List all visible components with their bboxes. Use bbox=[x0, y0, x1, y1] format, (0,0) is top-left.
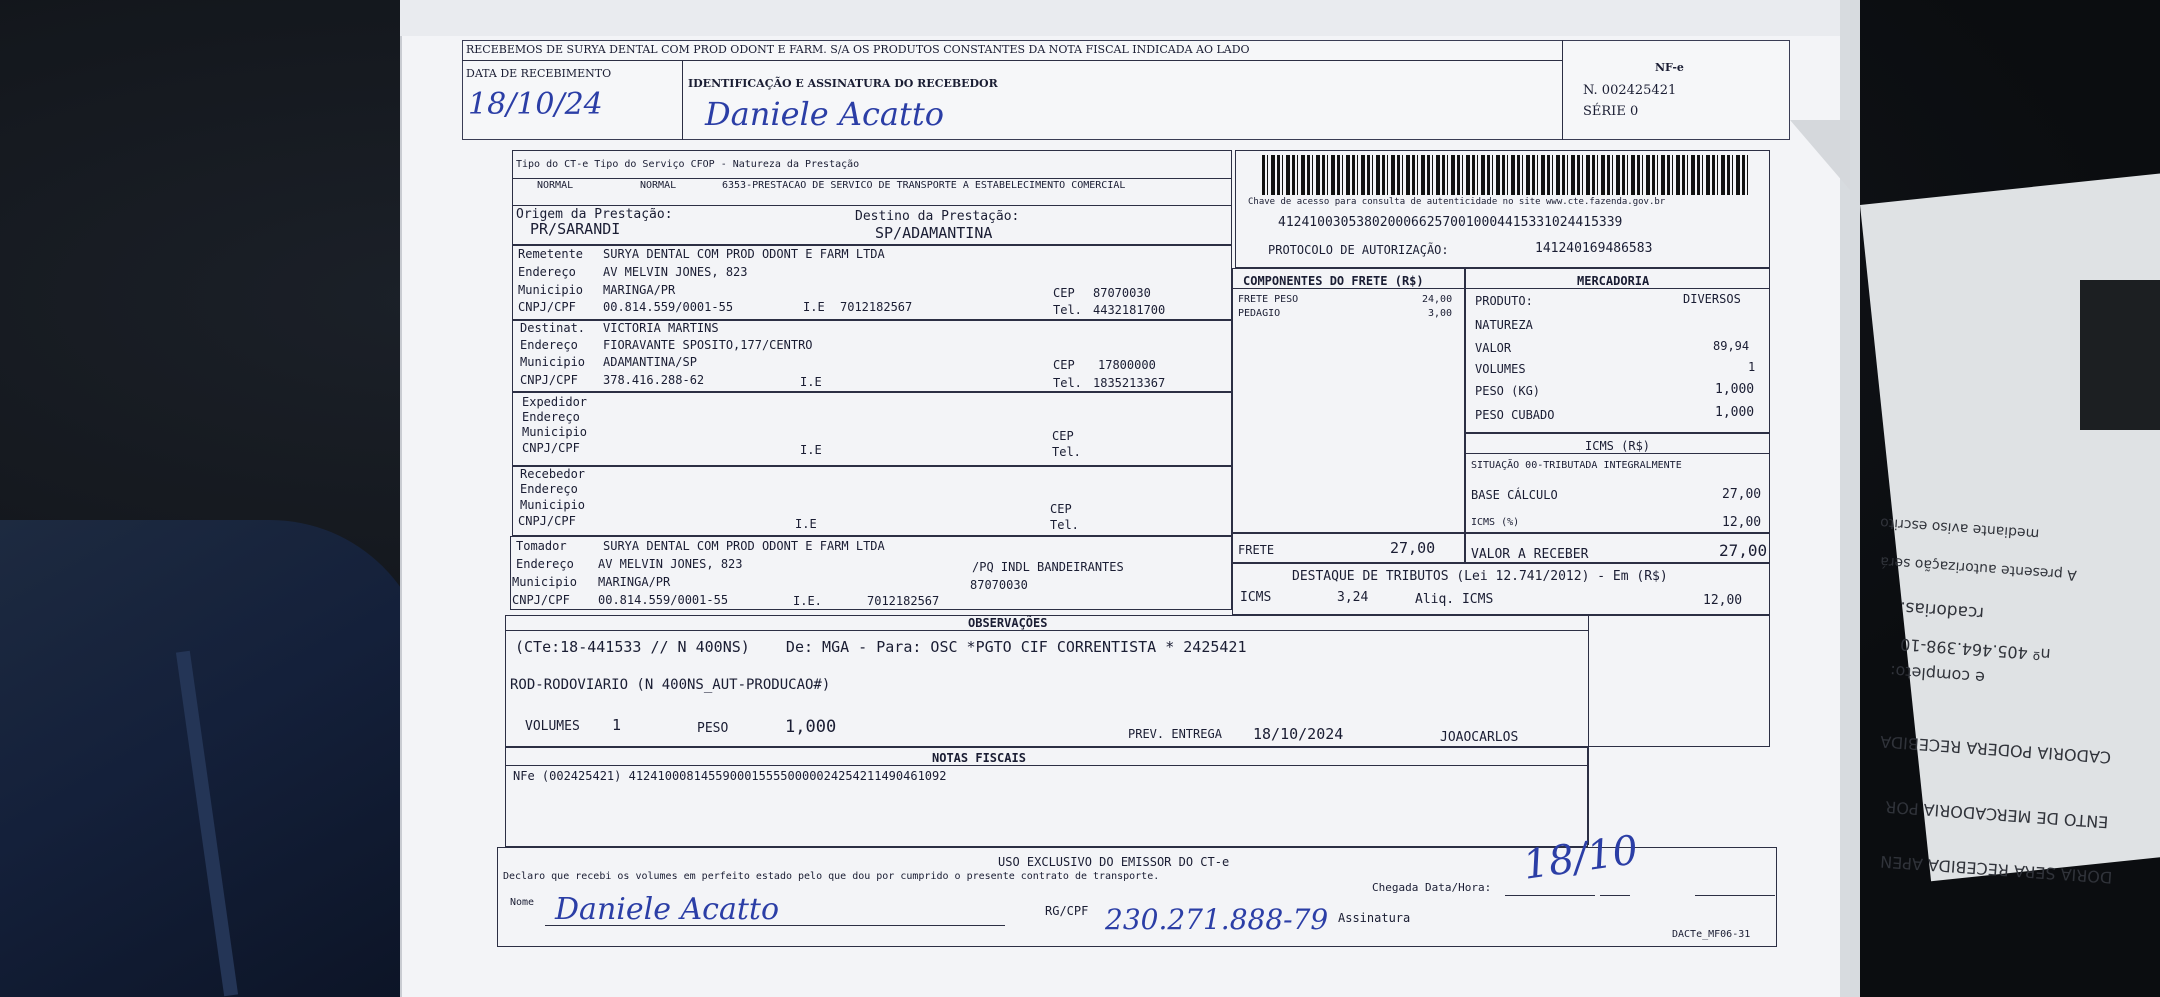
observacoes-header: OBSERVAÇÕES bbox=[968, 616, 1048, 630]
peso-label: PESO (KG) bbox=[1475, 384, 1541, 398]
emissor-usuario: JOAOCARLOS bbox=[1440, 730, 1519, 745]
destinatario-mun-label: Municipio bbox=[520, 355, 586, 369]
divider bbox=[505, 630, 1588, 631]
divider bbox=[1562, 40, 1563, 140]
tomador-municipio: MARINGA/PR bbox=[598, 575, 671, 589]
chegada-time-line bbox=[1600, 895, 1630, 896]
expedidor-end-label: Endereço bbox=[522, 410, 580, 424]
obs-peso-label: PESO bbox=[697, 721, 729, 736]
origem-label: Origem da Prestação: bbox=[516, 207, 673, 222]
background-doc-line: nº 405.464.398-10 bbox=[1899, 634, 2052, 665]
destino-label: Destino da Prestação: bbox=[855, 209, 1020, 224]
nfe-number: N. 002425421 bbox=[1583, 83, 1677, 98]
componente-value: 3,00 bbox=[1428, 308, 1453, 319]
data-recebimento-value[interactable]: 18/10/24 bbox=[468, 87, 603, 122]
icms-situacao: SITUAÇÃO 00-TRIBUTADA INTEGRALMENTE bbox=[1471, 460, 1682, 471]
destino-value: SP/ADAMANTINA bbox=[875, 224, 993, 242]
obs-volumes-value: 1 bbox=[612, 716, 622, 734]
divider bbox=[505, 765, 1588, 766]
destinatario-ie-label: I.E bbox=[800, 375, 822, 389]
recebedor-cep-label: CEP bbox=[1050, 502, 1072, 516]
data-recebimento-label: DATA DE RECEBIMENTO bbox=[466, 67, 612, 80]
expedidor-tel-label: Tel. bbox=[1052, 445, 1081, 459]
valor-label: VALOR bbox=[1475, 341, 1512, 355]
expedidor-label: Expedidor bbox=[522, 395, 588, 409]
destaque-header: DESTAQUE DE TRIBUTOS (Lei 12.741/2012) - Em (R$) bbox=[1292, 569, 1668, 584]
icms-header: ICMS (R$) bbox=[1585, 439, 1651, 453]
componente-label: FRETE PESO bbox=[1238, 294, 1299, 305]
destinatario-label: Destinat. bbox=[520, 321, 586, 335]
remetente-cep-label: CEP bbox=[1053, 286, 1075, 300]
remetente-nome: SURYA DENTAL COM PROD ODONT E FARM LTDA bbox=[603, 247, 885, 261]
background-doc-line: DORIA SERA RECEBIDA APEN bbox=[1879, 851, 2113, 888]
emissor-header: USO EXCLUSIVO DO EMISSOR DO CT-e bbox=[998, 855, 1230, 869]
remetente-cep: 87070030 bbox=[1093, 286, 1151, 300]
notas-box bbox=[505, 747, 1588, 847]
peso-value: 1,000 bbox=[1715, 382, 1755, 397]
icms-pct-value: 12,00 bbox=[1722, 515, 1762, 530]
declaracao-text: Declaro que recebi os volumes em perfeito estado pelo que dou por cumprido o presente contrato de transporte. bbox=[503, 871, 1160, 882]
nfe-serie: SÉRIE 0 bbox=[1583, 104, 1639, 119]
prev-entrega-value: 18/10/2024 bbox=[1253, 725, 1344, 743]
tomador-ie: 7012182567 bbox=[867, 594, 940, 608]
destinatario-cnpj-label: CNPJ/CPF bbox=[520, 373, 578, 387]
chave-acesso: 41241003053802000662570010004415331024415339 bbox=[1278, 215, 1623, 230]
destinatario-end-label: Endereço bbox=[520, 338, 578, 352]
recebedor-tel-label: Tel. bbox=[1050, 518, 1079, 532]
icms-pct-label: ICMS (%) bbox=[1471, 517, 1520, 528]
destinatario-cep: 17800000 bbox=[1098, 358, 1156, 372]
expedidor-mun-label: Municipio bbox=[522, 425, 588, 439]
tomador-label: Tomador bbox=[516, 539, 567, 553]
tomador-mun-label: Municipio bbox=[512, 575, 578, 589]
canhoto-header: RECEBEMOS DE SURYA DENTAL COM PROD ODONT E FARM. S/A OS PRODUTOS CONSTANTES DA NOTA FISCAL INDICADA AO LADO bbox=[466, 43, 1250, 56]
barcode bbox=[1262, 155, 1750, 195]
valor-receber-label: VALOR A RECEBER bbox=[1471, 547, 1589, 562]
valor-value: 89,94 bbox=[1713, 339, 1750, 353]
remetente-ie: 7012182567 bbox=[840, 300, 913, 314]
paper-fold bbox=[400, 0, 1840, 36]
produto-value: DIVERSOS bbox=[1683, 292, 1741, 306]
destaque-icms-label: ICMS bbox=[1240, 590, 1272, 605]
recebedor-cnpj-label: CNPJ/CPF bbox=[518, 514, 576, 528]
background-doc-line: rcadorias. bbox=[1899, 597, 1985, 623]
cfop-natureza: 6353-PRESTACAO DE SERVICO DE TRANSPORTE A ESTABELECIMENTO COMERCIAL bbox=[722, 180, 1126, 191]
remetente-cnpj-label: CNPJ/CPF bbox=[518, 300, 576, 314]
recebedor-signature[interactable]: Daniele Acatto bbox=[705, 95, 944, 133]
destaque-aliq-label: Aliq. ICMS bbox=[1415, 592, 1494, 607]
divider bbox=[512, 205, 1232, 206]
recebedor-box bbox=[512, 466, 1232, 536]
destinatario-cpf: 378.416.288-62 bbox=[603, 373, 705, 387]
divider bbox=[1588, 615, 1589, 845]
observacoes-line: ROD-RODOVIARIO (N 400NS_AUT-PRODUCAO#) bbox=[510, 677, 831, 693]
componente-label: PEDAGIO bbox=[1238, 308, 1281, 319]
divider bbox=[462, 60, 1562, 61]
mercadoria-header: MERCADORIA bbox=[1577, 274, 1650, 288]
remetente-label: Remetente bbox=[518, 247, 584, 261]
tomador-cep: 87070030 bbox=[970, 578, 1028, 592]
nome-handwritten[interactable]: Daniele Acatto bbox=[555, 892, 780, 927]
nota-fiscal-line: NFe (002425421) 41241000814559000155550000024254211490461092 bbox=[513, 769, 947, 783]
volumes-value: 1 bbox=[1748, 360, 1756, 374]
remetente-endereco: AV MELVIN JONES, 823 bbox=[603, 265, 748, 279]
rg-cpf-label: RG/CPF bbox=[1045, 904, 1089, 918]
tipo-cte: NORMAL bbox=[537, 180, 574, 191]
chegada-time-line bbox=[1695, 895, 1775, 896]
tomador-ie-label: I.E. bbox=[793, 594, 822, 608]
nfe-label: NF-e bbox=[1655, 61, 1684, 74]
destinatario-municipio: ADAMANTINA/SP bbox=[603, 355, 697, 369]
tomador-cnpj-label: CNPJ/CPF bbox=[512, 593, 570, 607]
tomador-nome: SURYA DENTAL COM PROD ODONT E FARM LTDA bbox=[603, 539, 885, 553]
componente-value: 24,00 bbox=[1422, 294, 1453, 305]
tomador-end-label: Endereço bbox=[516, 557, 574, 571]
identificacao-label: IDENTIFICAÇÃO E ASSINATURA DO RECEBEDOR bbox=[688, 77, 998, 90]
recebedor-ie-label: I.E bbox=[795, 517, 817, 531]
observacoes-line: (CTe:18-441533 // N 400NS) De: MGA - Para: OSC *PGTO CIF CORRENTISTA * 2425421 bbox=[515, 638, 1247, 656]
nome-label: Nome bbox=[510, 897, 535, 908]
prev-entrega-label: PREV. ENTREGA bbox=[1128, 727, 1222, 741]
recebedor-end-label: Endereço bbox=[520, 482, 578, 496]
chegada-label: Chegada Data/Hora: bbox=[1372, 881, 1492, 894]
volumes-label: VOLUMES bbox=[1475, 362, 1526, 376]
expedidor-box bbox=[512, 392, 1232, 466]
componentes-header: COMPONENTES DO FRETE (R$) bbox=[1243, 274, 1424, 288]
remetente-ie-label: I.E bbox=[803, 300, 825, 314]
origem-value: PR/SARANDI bbox=[530, 220, 621, 238]
divider bbox=[1465, 288, 1770, 289]
remetente-cnpj: 00.814.559/0001-55 bbox=[603, 300, 734, 314]
tipo-servico: NORMAL bbox=[640, 180, 677, 191]
remetente-tel-label: Tel. bbox=[1053, 303, 1082, 317]
expedidor-ie-label: I.E bbox=[800, 443, 822, 457]
background-doc-line: ENTO DE MERCADORIA POR bbox=[1884, 797, 2109, 832]
assinatura-label: Assinatura bbox=[1338, 911, 1411, 925]
produto-label: PRODUTO: bbox=[1475, 294, 1533, 308]
modelo-code: DACTe_MF06-31 bbox=[1672, 929, 1751, 940]
divider bbox=[682, 60, 683, 140]
base-calculo-label: BASE CÁLCULO bbox=[1471, 488, 1558, 502]
destinatario-nome: VICTORIA MARTINS bbox=[603, 321, 719, 335]
protocolo-value: 141240169486583 bbox=[1535, 241, 1653, 256]
frete-label: FRETE bbox=[1238, 543, 1275, 557]
background-doc-line: CADORIA PODERA RECEBIDA bbox=[1879, 731, 2112, 768]
background-doc-line: mediante aviso escrito bbox=[1879, 514, 2040, 542]
divider bbox=[1232, 288, 1465, 289]
tomador-cnpj: 00.814.559/0001-55 bbox=[598, 593, 729, 607]
destinatario-tel: 1835213367 bbox=[1093, 376, 1166, 390]
destaque-aliq-value: 12,00 bbox=[1703, 593, 1743, 608]
background-doc-line: A presente autorização será bbox=[1879, 553, 2078, 583]
destinatario-tel-label: Tel. bbox=[1053, 376, 1082, 390]
obs-volumes-label: VOLUMES bbox=[525, 719, 580, 734]
rg-cpf-handwritten[interactable]: 230.271.888-79 bbox=[1105, 903, 1329, 936]
remetente-municipio: MARINGA/PR bbox=[603, 283, 676, 297]
destinatario-endereco: FIORAVANTE SPOSITO,177/CENTRO bbox=[603, 338, 813, 352]
chave-label: Chave de acesso para consulta de autenticidade no site www.cte.fazenda.gov.br bbox=[1248, 197, 1666, 207]
destaque-icms-value: 3,24 bbox=[1337, 590, 1369, 605]
tomador-endereco: AV MELVIN JONES, 823 bbox=[598, 557, 743, 571]
obs-peso-value: 1,000 bbox=[785, 717, 837, 737]
valor-receber-value: 27,00 bbox=[1719, 541, 1768, 560]
expedidor-cep-label: CEP bbox=[1052, 429, 1074, 443]
frete-value: 27,00 bbox=[1390, 539, 1436, 557]
peso-cubado-label: PESO CUBADO bbox=[1475, 408, 1555, 422]
remetente-mun-label: Municipio bbox=[518, 283, 584, 297]
expedidor-cnpj-label: CNPJ/CPF bbox=[522, 441, 580, 455]
tipo-header: Tipo do CT-e Tipo do Serviço CFOP - Natureza da Prestação bbox=[516, 159, 860, 170]
divider bbox=[1465, 453, 1770, 454]
natureza-label: NATUREZA bbox=[1475, 318, 1533, 332]
peso-cubado-value: 1,000 bbox=[1715, 405, 1755, 420]
background-doc-line: e completo: bbox=[1889, 661, 1986, 688]
remetente-end-label: Endereço bbox=[518, 265, 576, 279]
recebedor-mun-label: Municipio bbox=[520, 498, 586, 512]
chegada-handwritten[interactable]: 18/10 bbox=[1520, 827, 1641, 889]
background-document-tab bbox=[2080, 280, 2160, 430]
protocolo-label: PROTOCOLO DE AUTORIZAÇÃO: bbox=[1268, 243, 1449, 257]
chegada-date-line bbox=[1505, 895, 1595, 896]
notas-header: NOTAS FISCAIS bbox=[932, 751, 1026, 765]
tomador-bairro: /PQ INDL BANDEIRANTES bbox=[972, 560, 1124, 574]
destinatario-cep-label: CEP bbox=[1053, 358, 1075, 372]
remetente-tel: 4432181700 bbox=[1093, 303, 1166, 317]
recebedor-label: Recebedor bbox=[520, 467, 586, 481]
base-calculo-value: 27,00 bbox=[1722, 487, 1762, 502]
divider bbox=[512, 178, 1232, 179]
